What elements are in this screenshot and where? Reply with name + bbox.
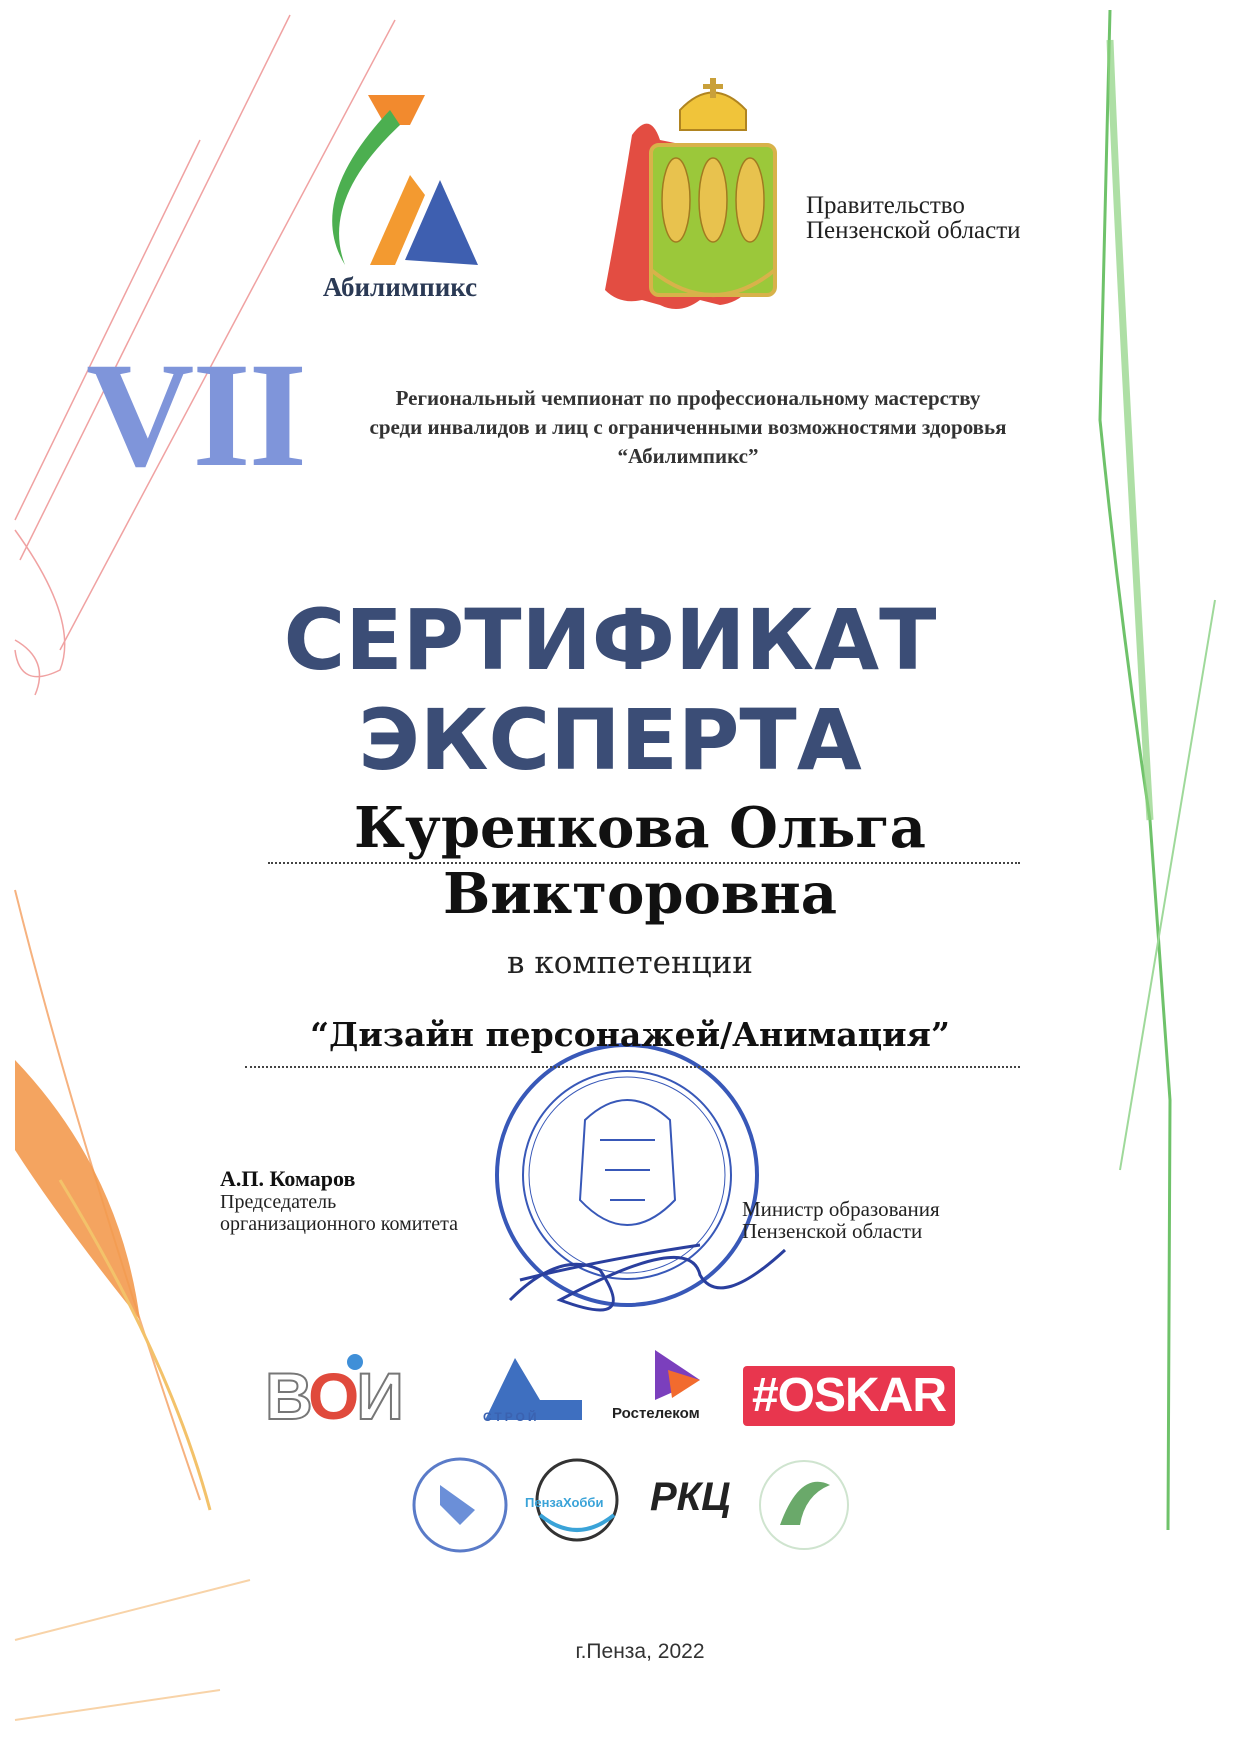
- green-decor-lines: [1100, 10, 1215, 1530]
- certificate-title-line-2: ЭКСПЕРТА: [358, 691, 862, 789]
- rkc-logo: РКЦ: [650, 1475, 731, 1519]
- championship-line-2: среди инвалидов и лиц с ограниченными возможностями здоровья: [369, 415, 1007, 439]
- abilimpics-name: Абилимпикс: [322, 272, 478, 302]
- astroy-label: СТРОЙ: [483, 1410, 540, 1424]
- edition-number: VII: [86, 332, 306, 498]
- competence-underline: [245, 1066, 1020, 1068]
- right-signatory-role-1: Министр образования: [742, 1197, 940, 1221]
- left-signatory: [220, 1168, 458, 1235]
- certificate-title-line-1: СЕРТИФИКАТ: [283, 591, 937, 689]
- oskar-logo: #OSKAR: [743, 1366, 955, 1426]
- society-of-deaf-logo: [414, 1459, 506, 1551]
- recipient-name: Куренкова Ольга Викторовна: [354, 795, 926, 927]
- left-signatory-name: А.П. Комаров: [220, 1166, 356, 1191]
- government-label: [806, 193, 1021, 243]
- government-line-2: Пензенской области: [806, 217, 1021, 244]
- right-signatory: [742, 1198, 940, 1242]
- certificate-title: [230, 590, 990, 790]
- right-signatory-role-2: Пензенской области: [742, 1219, 923, 1243]
- competence-name: “Дизайн персонажей/Анимация”: [310, 1015, 950, 1054]
- voi-logo: [265, 1358, 401, 1434]
- voi-letter-3: И: [356, 1359, 401, 1433]
- voi-letter-2: О: [308, 1359, 357, 1433]
- city-year: г.Пенза, 2022: [575, 1640, 705, 1663]
- penza-hobby-label: ПензаХобби: [525, 1495, 604, 1510]
- left-signatory-role-2: организационного комитета: [220, 1213, 458, 1235]
- championship-line-1: Региональный чемпионат по профессиональному мастерству: [395, 386, 981, 410]
- championship-title: [298, 384, 1078, 471]
- competence-label: в компетенции: [507, 945, 753, 981]
- abilimpics-logo: [332, 95, 478, 265]
- left-signatory-role-1: Председатель: [220, 1191, 337, 1213]
- rostelecom-label: Ростелеком: [612, 1405, 700, 1422]
- government-line-1: Правительство: [806, 192, 965, 219]
- championship-line-3: “Абилимпикс”: [617, 444, 759, 468]
- voi-letter-1: В: [265, 1359, 309, 1433]
- name-underline: [268, 862, 1020, 864]
- orange-decor: [15, 890, 250, 1720]
- official-stamp: [497, 1045, 757, 1305]
- rostelecom-logo: [655, 1350, 700, 1400]
- penza-coat-of-arms: [605, 78, 775, 309]
- bird-logo: [760, 1461, 848, 1549]
